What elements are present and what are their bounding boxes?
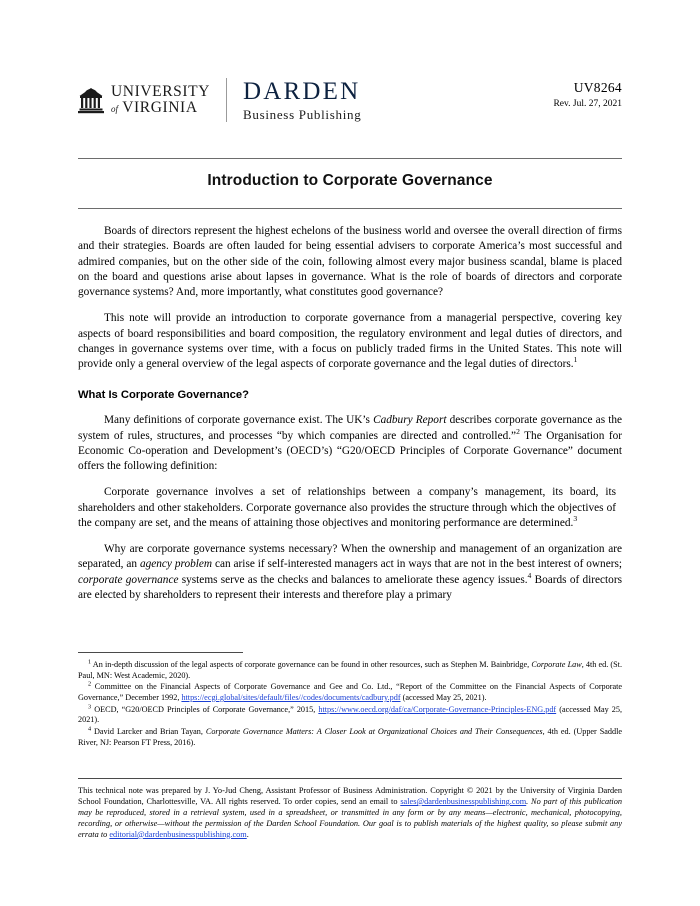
colophon-paragraph — [78, 786, 622, 841]
paragraph-3-text-a: Many definitions of corporate governance exist. The UK’s — [104, 414, 374, 427]
footnote-text-b: (accessed May 25, 2021). — [78, 704, 623, 725]
footnote-marker: 1 — [88, 658, 92, 666]
footnote-marker: 2 — [88, 680, 92, 688]
document-identifier — [553, 78, 622, 109]
colophon-text-a: This technical note was prepared by J. Yo-Jud Cheng, Assistant Professor of Business Administration. Copyright © 2021 by the University of Virginia Darden School Foundation, Charlottesville, VA. All rights reserved. To order copies, send an email to — [78, 786, 622, 806]
block-quote-text: Corporate governance involves a set of relationships between a company’s management, its board, its shareholders and other stakeholders. Corporate governance also provides the structure through which the objectives of the company are set, and the means of attaining those objectives and monitoring performance are determined. — [78, 486, 616, 529]
brand-divider — [226, 78, 227, 122]
footnote-text-b: , 4th ed. (St. Paul, MN: West Academic, 2020). — [78, 660, 622, 680]
editorial-email-link[interactable]: editorial@dardenbusinesspublishing.com — [109, 829, 247, 839]
colophon-text-b: . No part of this publication may be reproduced, stored in a retrieval system, used in a spreadsheet, or transmitted in any form or by any means—electronic, mechanical, photocopying, recording, or otherwise—without the permission of the Darden School Foundation. Our goal is to publish materials of the highest quality, so please submit any errata to — [78, 796, 623, 839]
sales-email-link[interactable]: sales@dardenbusinesspublishing.com — [400, 796, 527, 806]
footnote-text-b: (accessed May 25, 2021). — [400, 692, 487, 702]
darden-subtitle: Business Publishing — [243, 106, 362, 122]
footnote-link[interactable]: https://ecgi.global/sites/default/files//codes/documents/cadbury.pdf — [181, 692, 401, 702]
colophon-separator-rule — [78, 778, 622, 779]
university-wordmark — [111, 84, 210, 117]
footnote-item — [78, 727, 622, 748]
university-of-word: of — [111, 104, 119, 114]
title-rule-top — [78, 158, 622, 159]
paragraph-4-text-a: Why are corporate governance systems necessary? When the ownership and management of an organization are separated, an — [78, 543, 622, 571]
footnote-ref-3[interactable]: 3 — [573, 514, 578, 524]
paragraph-4-text-b: can arise if self-interested managers act in ways that are not in the best interest of owners; — [212, 558, 623, 571]
paragraph-3-text-c: The Organisation for Economic Co-operation and Development’s (OECD’s) “G20/OECD Principles of Corporate Governance” document offers the following definition: — [78, 429, 623, 473]
footnote-ref-2[interactable]: 2 — [516, 426, 520, 436]
paragraph-2 — [78, 311, 622, 372]
footnote-item — [78, 660, 622, 681]
university-virginia-word: VIRGINIA — [122, 99, 198, 116]
rotunda-icon — [78, 85, 104, 115]
colophon-text-c: . — [246, 829, 249, 839]
corporate-governance-term: corporate governance — [78, 573, 179, 586]
footnote-item — [78, 702, 623, 726]
footnote-text-a: OECD, “G20/OECD Principles of Corporate Governance,” 2015, — [94, 704, 319, 714]
document-header — [78, 78, 622, 134]
paragraph-3 — [78, 413, 622, 474]
footnote-marker: 4 — [88, 725, 92, 733]
document-revision-date: Rev. Jul. 27, 2021 — [553, 99, 622, 109]
brand-lockup — [78, 78, 361, 122]
block-quote-oecd-definition — [78, 485, 622, 531]
university-of-virginia-logo — [78, 84, 210, 117]
page-title: Introduction to Corporate Governance — [207, 172, 493, 189]
cadbury-report-title: Cadbury Report — [373, 414, 447, 427]
footnote-link[interactable]: https://www.oecd.org/daf/ca/Corporate-Governance-Principles-ENG.pdf — [318, 704, 557, 714]
footnote-italic: Corporate Governance Matters: A Closer Look at Organizational Choices and Their Consequences — [205, 726, 543, 736]
title-rule-bottom — [78, 208, 622, 209]
paragraph-3-text-b: describes corporate governance as the system of rules, structures, and processes “by which companies are directed and controlled.” — [78, 414, 622, 442]
document-body — [78, 224, 622, 614]
footnote-item — [78, 682, 622, 703]
paragraph-4 — [78, 542, 622, 603]
footnote-ref-4[interactable]: 4 — [527, 570, 532, 580]
darden-wordmark: DARDEN — [243, 78, 361, 106]
footnote-italic: Corporate Law — [531, 660, 582, 669]
footnote-marker: 3 — [88, 702, 92, 710]
section-heading-what-is-corporate-governance: What Is Corporate Governance? — [78, 389, 249, 402]
document-number: UV8264 — [573, 80, 622, 95]
agency-problem-term: agency problem — [139, 558, 213, 571]
university-line-2 — [111, 100, 210, 116]
darden-publishing-logo — [243, 78, 361, 122]
copyright-colophon — [78, 786, 622, 841]
paragraph-2-text: This note will provide an introduction to corporate governance from a managerial perspective, covering key aspects of board responsibilities and board composition, the regulatory environment and legal duties of directors, and changes in governance systems over time, with a focus on publicly traded firms in the United States. This note will provide only a general overview of the legal aspects of corporate governance and the legal duties of directors. — [78, 312, 622, 370]
paragraph-4-text-c: systems serve as the checks and balances to ameliorate these agency issues. — [178, 573, 528, 586]
footnote-separator-rule — [78, 652, 243, 653]
paragraph-4-text-d: Boards of directors are elected by shareholders to represent their interests and therefore play a primary — [78, 573, 622, 601]
paragraph-1: Boards of directors represent the highest echelons of the business world and oversee the overall direction of firms and their strategies. Boards are often lauded for being essential advisers to corporate America’s most successful and admired companies, but on the other side of the coin, following almost every major business scandal, blame is placed on the board and questions arise about lapses in governance. What is the role of boards of directors and corporate governance systems? And, more importantly, what constitutes good governance? — [78, 225, 622, 298]
footnote-text-a: Committee on the Financial Aspects of Corporate Governance and Gee and Co. Ltd., “Report of the Committee on the Financial Aspects of Corporate Governance,” December 1992, — [78, 682, 622, 702]
footnote-text-a: An in-depth discussion of the legal aspects of corporate governance can be found in other resources, such as Stephen M. Bainbridge, — [92, 660, 532, 669]
footnote-text-b: , 4th ed. (Upper Saddle River, NJ: Pearson FT Press, 2016). — [78, 726, 622, 747]
footnote-text-a: David Larcker and Brian Tayan, — [94, 726, 206, 736]
university-line-1: UNIVERSITY — [111, 82, 210, 100]
footnotes-section — [78, 660, 622, 749]
footnote-ref-1[interactable]: 1 — [573, 355, 578, 365]
